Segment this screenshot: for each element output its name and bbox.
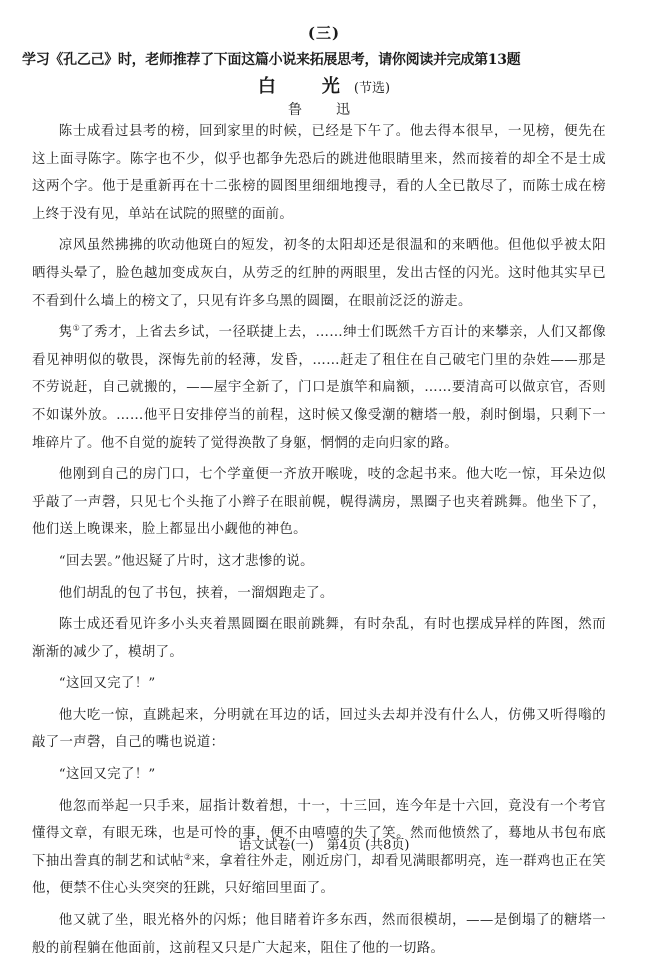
paragraph: 凉风虽然拂拂的吹动他斑白的短发，初冬的太阳却还是很温和的来晒他。但他似乎被太阳晒得头晕了，脸色越加变成灰白，从劳乏的红肿的两眼里，发出古怪的闪光。这时他其实早已不看到什么墙上的榜文了，只见有许多乌黑的圆圈，在眼前泛泛的游走。 bbox=[32, 238, 606, 309]
paragraph-rest: 了秀才，上省去乡试，一径联捷上去，……绅士们既然千方百计的来攀亲，人们又都像看见神明似的敬畏，深悔先前的轻薄，发昏，……赶走了租住在自己破宅门里的杂姓——那是不劳说赶，自己就搬的，——屋宇全新了，门口是旗竿和扁额，……要清高可以做京官，否则不如谋外放。……他平日安排停当的前程，这时候又像受潮的糖塔一般，刹时倒塌，只剩下一堆碎片了。他不自觉的旋转了觉得涣散了身躯，惘惘的走向归家的路。 bbox=[32, 325, 606, 451]
paragraph: 陈士成还看见许多小头夹着黑圆圈在眼前跳舞，有时杂乱，有时也摆成异样的阵图，然而渐渐的减少了，模胡了。 bbox=[32, 617, 606, 660]
paragraph: 他大吃一惊，直跳起来，分明就在耳边的话，回过头去却并没有什么人，仿佛又听得嗡的敲了一声磬，自己的嘴也说道： bbox=[32, 707, 606, 751]
reading-instruction: 学习《孔乙己》时，老师推荐了下面这篇小说来拓展思考，请你阅读并完成第13题 bbox=[22, 52, 521, 68]
page-footer: 语文试卷(一) 第4页 (共8页) bbox=[238, 838, 410, 853]
story-title-text: 白 光 bbox=[257, 76, 354, 97]
paragraph: 陈士成看过县考的榜，回到家里的时候，已经是下午了。他去得本很早，一见榜，便先在这上面寻陈字。陈字也不少，似乎也都争先恐后的跳进他眼睛里来，然而接着的却全不是士成这两个字。他于是重新再在十二张榜的圆图里细细地搜寻，看的人全已散尽了，而陈士成在榜上终于没有见，单站在试院的照壁的面前。 bbox=[32, 124, 606, 222]
paragraph: “这回又完了！” bbox=[58, 676, 156, 692]
paragraph-lead: 他忽而举起一只手来，屈指计数着想，十一，十三回，连今年是十六回，竟没有一个考官懂得文章，有眼无珠，也是可怜的事，便不由嘻嘻的失了笑。然而他愤然了，蓦地从书包布底下抽出誊真的制艺和试帖 bbox=[32, 798, 606, 869]
paragraph-rest: 来，拿着往外走，刚近房门，却看见满眼都明亮，连一群鸡也正在笑他，便禁不住心头突突的狂跳，只好缩回里面了。 bbox=[32, 853, 606, 897]
excerpt-note: (节选) bbox=[353, 81, 391, 96]
paragraph: 他们胡乱的包了书包，挟着，一溜烟跑走了。 bbox=[58, 585, 334, 601]
footnote-marker-1: ① bbox=[72, 323, 81, 333]
paragraph-lead: 隽 bbox=[58, 325, 73, 341]
story-author: 鲁 迅 bbox=[288, 102, 360, 118]
paragraph: “这回又完了！” bbox=[58, 767, 156, 783]
paragraph: 他刚到自己的房门口，七个学童便一齐放开喉咙，吱的念起书来。他大吃一惊，耳朵边似乎敲了一声磬，只见七个头拖了小辫子在眼前幌，幌得满房，黑圈子也夹着跳舞。他坐下了，他们送上晚课来，脸上都显出小觑他的神色。 bbox=[32, 467, 606, 538]
footnote-marker-2: ② bbox=[183, 852, 192, 862]
paragraph bbox=[32, 319, 606, 457]
section-number: (三) bbox=[307, 24, 341, 42]
paragraph: “回去罢。”他迟疑了片时，这才悲惨的说。 bbox=[58, 553, 314, 569]
story-title bbox=[0, 72, 648, 98]
paragraph: 他又就了坐，眼光格外的闪烁；他目睹着许多东西，然而很模胡，——是倒塌了的糖塔一般的前程躺在他面前，这前程又只是广大起来，阻住了他的一切路。 bbox=[32, 913, 606, 956]
